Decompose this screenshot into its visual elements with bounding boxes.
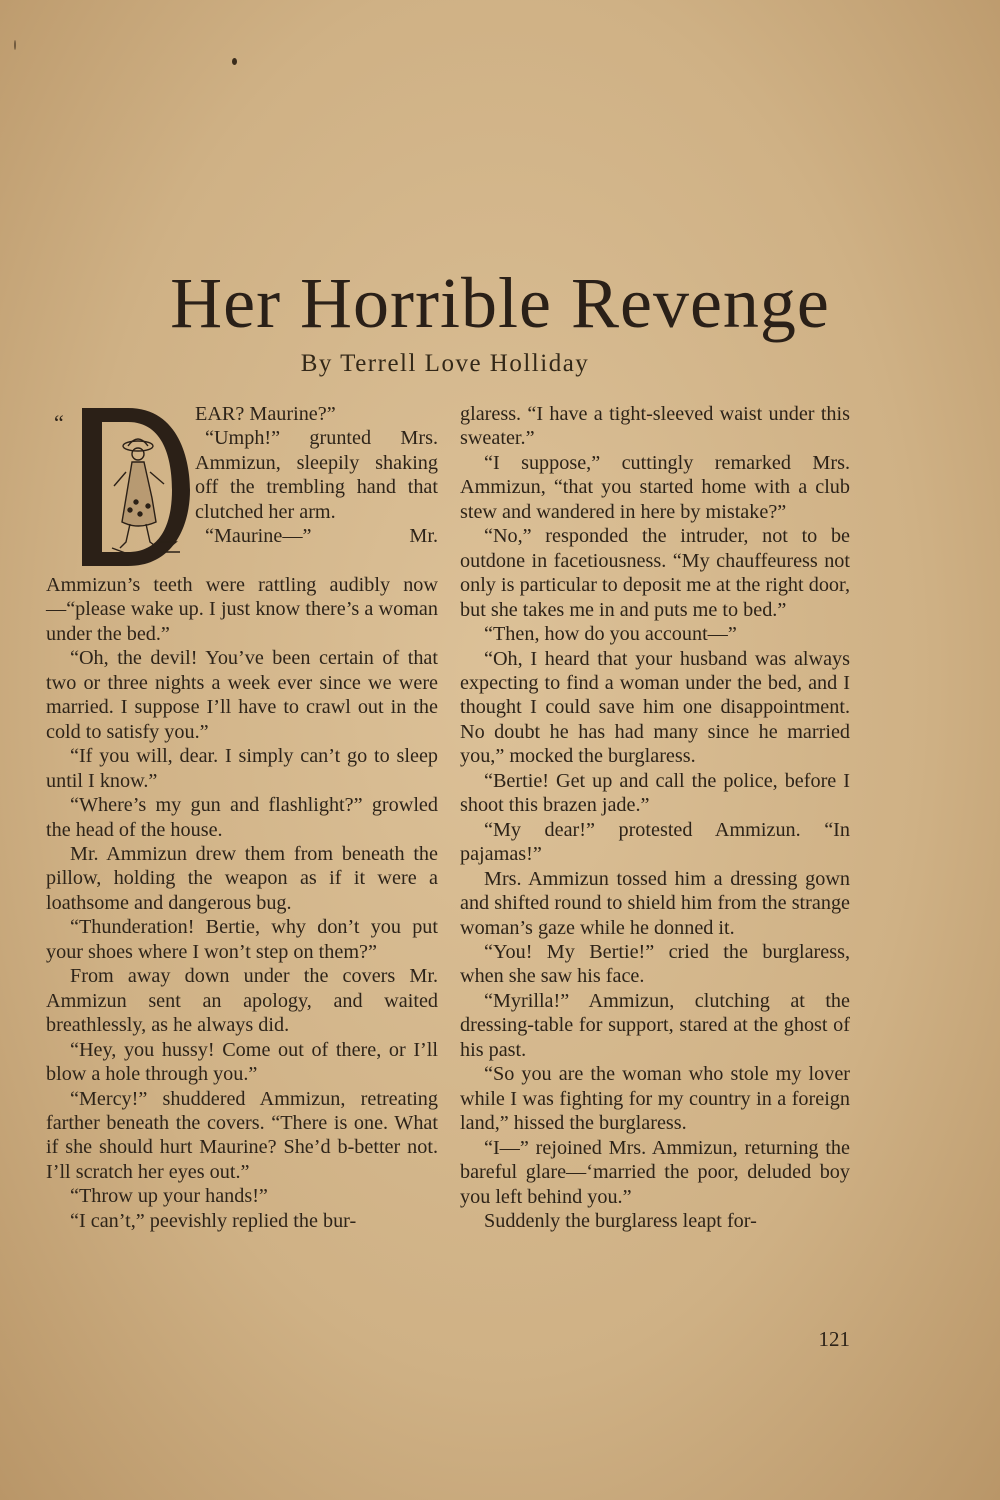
paper-speck xyxy=(232,58,237,65)
paragraph: “Oh, the devil! You’ve been certain of that two or three nights a week ever since we were married. I suppose I’ll have to crawl out in the cold to satisfy you.” xyxy=(46,647,438,743)
paragraph: “So you are the woman who stole my lover while I was fighting for my country in a foreign land,” hissed the burglaress. xyxy=(460,1063,850,1135)
paragraph: “My dear!” protested Ammizun. “In pajamas!” xyxy=(460,818,850,866)
paragraph: “Bertie! Get up and call the police, before I shoot this brazen jade.” xyxy=(460,769,850,817)
paragraph: “You! My Bertie!” cried the burglaress, when she saw his face. xyxy=(460,940,850,988)
paragraph: “Throw up your hands!” xyxy=(70,1185,268,1208)
right-column xyxy=(460,402,850,1233)
paragraph: “Maurine—” Mr. xyxy=(205,525,438,548)
left-column-body xyxy=(46,573,438,1233)
paragraph: “Then, how do you account—” xyxy=(484,623,737,646)
paragraph: EAR? Maurine?” xyxy=(195,403,336,425)
paragraph: “If you will, dear. I simply can’t go to sleep until I know.” xyxy=(46,745,438,792)
opening-quote: “ xyxy=(54,410,64,435)
dropcap-block xyxy=(46,402,186,572)
paragraph: Mr. Ammizun drew them from beneath the pillow, holding the weapon as if it were a loathsome and dangerous bug. xyxy=(46,842,438,914)
paragraph: “I—” rejoined Mrs. Ammizun, returning the bareful glare—‘married the poor, deluded boy you left behind you.” xyxy=(460,1136,850,1208)
paragraph: “Hey, you hussy! Come out of there, or I’ll blow a hole through you.” xyxy=(46,1038,438,1086)
paragraph: “Where’s my gun and flashlight?” growled the head of the house. xyxy=(46,794,438,841)
paragraph: “Thunderation! Bertie, why don’t you put your shoes where I won’t step on them?” xyxy=(46,916,438,963)
page-number: 121 xyxy=(818,1327,850,1351)
paragraph: glaress. “I have a tight-sleeved waist under this sweater.” xyxy=(460,403,850,450)
left-column-top xyxy=(195,402,438,549)
paragraph: “Umph!” grunted Mrs. Ammizun, sleepily shaking off the trembling hand that clutched her arm. xyxy=(195,427,438,523)
paragraph: Ammizun’s teeth were rattling audibly now—“please wake up. I just know there’s a woman under the bed.” xyxy=(46,574,438,645)
paragraph: “I can’t,” peevishly replied the bur- xyxy=(70,1209,357,1232)
paragraph: “Oh, I heard that your husband was always expecting to find a woman under the bed, and I thought I could save him one disappointment. No doubt he has had many since he married you,” mocked the burglaress. xyxy=(460,647,850,768)
paragraph: Mrs. Ammizun tossed him a dressing gown and shifted round to shield him from the strange woman’s gaze while he donned it. xyxy=(460,867,850,939)
article-title: Her Horrible Revenge xyxy=(170,263,830,343)
paragraph: From away down under the covers Mr. Ammizun sent an apology, and waited breathlessly, as he always did. xyxy=(46,965,438,1037)
paper-speck xyxy=(14,40,16,50)
paragraph: “No,” responded the intruder, not to be outdone in facetiousness. “My chauffeuress not only is particular to deposit me at the right door, but she takes me in and puts me to bed.” xyxy=(460,525,850,621)
illustrated-dropcap-d xyxy=(68,402,193,572)
paragraph: “Mercy!” shuddered Ammizun, retreating farther beneath the covers. “There is one. What if she should hurt Maurine? She’d b-better not. I’ll scratch her eyes out.” xyxy=(46,1087,438,1183)
paragraph: “I suppose,” cuttingly remarked Mrs. Ammizun, “that you started home with a club stew and wandered in here by mistake?” xyxy=(460,451,850,523)
paragraph: “Myrilla!” Ammizun, clutching at the dressing-table for support, stared at the ghost of his past. xyxy=(460,989,850,1061)
paragraph: Suddenly the burglaress leapt for- xyxy=(484,1209,757,1232)
article-byline: By Terrell Love Holliday xyxy=(300,350,590,377)
